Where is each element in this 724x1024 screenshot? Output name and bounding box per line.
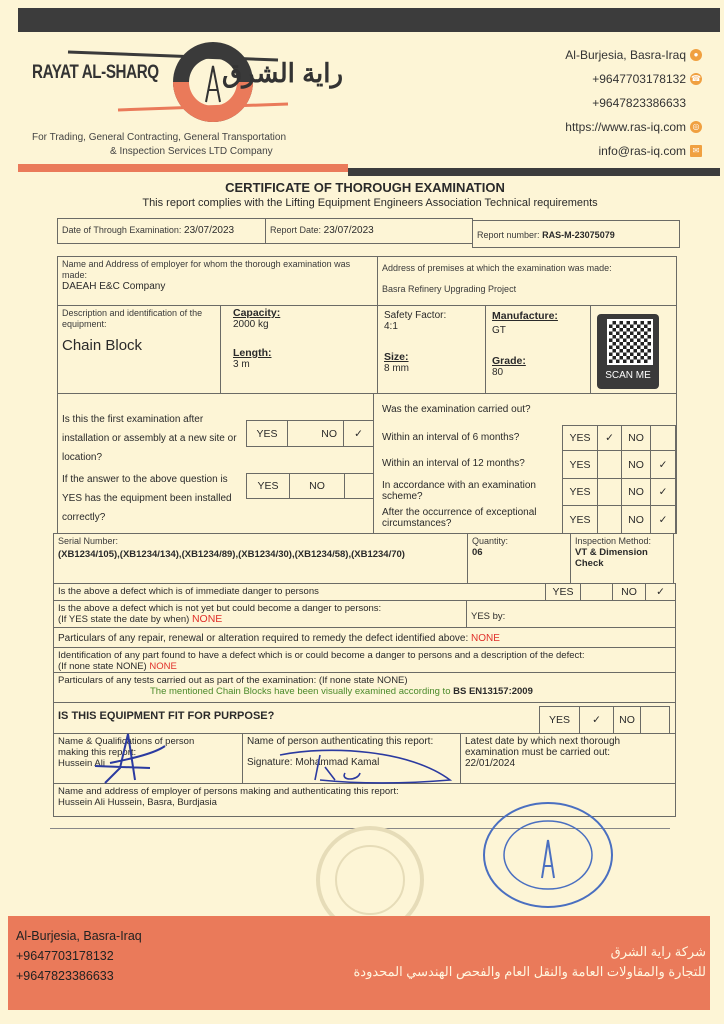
exam-date-value: 23/07/2023 <box>184 225 235 236</box>
exam-date-label: Date of Through Examination: <box>62 225 182 235</box>
carried-out-question: Was the examination carried out? <box>382 404 531 415</box>
future-danger-question: Is the above a defect which is not yet but could become a danger to persons: <box>58 603 382 614</box>
header-address <box>565 48 702 62</box>
installed-question: If the answer to the above question is YES has the equipment been installed correctly? <box>62 474 232 523</box>
qr-code[interactable] <box>597 314 659 389</box>
premises-label: Address of premises at which the examination was made: <box>382 263 612 273</box>
fit-yes-label: YES <box>539 706 580 734</box>
header-website[interactable] <box>565 120 702 134</box>
safety-size-cell <box>377 305 486 394</box>
tagline-1: For Trading, General Contracting, General Transportation <box>32 132 287 143</box>
method-label: Inspection Method: <box>575 536 652 546</box>
future-danger-cell <box>53 600 467 628</box>
company-stamp-blue <box>480 800 616 910</box>
length-label: Length: <box>233 347 272 359</box>
quantity-label: Quantity: <box>472 536 509 546</box>
fit-no-label: NO <box>613 706 641 734</box>
description-value: Chain Block <box>62 337 143 354</box>
immediate-yes-label: YES <box>545 583 581 601</box>
authenticator-value: Signature: Mohammad Kamal <box>247 757 380 768</box>
six-months-question: Within an interval of 6 months? <box>382 432 520 443</box>
employer-persons-value: Hussein Ali Hussein, Basra, Burdjasia <box>58 797 217 808</box>
first-exam-no-label: NO <box>287 420 344 447</box>
address-text: Al-Burjesia, Basra-Iraq <box>565 48 686 62</box>
repair-row <box>53 627 676 648</box>
footer-phone-1: +9647703178132 <box>16 949 114 963</box>
handwritten-signature-hussein <box>80 728 180 788</box>
premises-cell <box>377 256 677 306</box>
employer-value: DAEAH E&C Company <box>62 281 166 292</box>
employer-persons-label: Name and address of employer of persons making and authenticating this report: <box>58 786 399 797</box>
capacity-label: Capacity: <box>233 307 281 319</box>
certificate-subtitle: This report complies with the Lifting Equipment Engineers Association Technical requirements <box>142 197 598 209</box>
future-danger-hint: (If YES state the date by when) <box>58 614 190 625</box>
header-email[interactable] <box>598 144 702 158</box>
description-cell <box>57 305 221 394</box>
manufacture-grade-cell <box>485 305 591 394</box>
handwritten-signature-kamal <box>270 745 460 790</box>
scheme-no-label: NO <box>621 478 651 506</box>
twelve-months-question: Within an interval of 12 months? <box>382 458 525 469</box>
certificate-title: CERTIFICATE OF THOROUGH EXAMINATION <box>225 180 505 195</box>
description-label: Description and identification of the equipment: <box>62 308 203 329</box>
size-label: Size: <box>384 351 409 363</box>
report-number-value: RAS-M-23075079 <box>542 230 615 240</box>
grade-value: 80 <box>492 367 504 378</box>
identification-row <box>53 647 676 673</box>
qr-cell <box>590 305 677 394</box>
manufacture-value: GT <box>492 325 506 336</box>
future-danger-value: NONE <box>191 613 223 625</box>
report-number-cell <box>472 220 680 248</box>
safety-label: Safety Factor: <box>384 310 447 321</box>
scheme-question: In accordance with an examination scheme? <box>382 480 536 502</box>
next-exam-value: 22/01/2024 <box>465 758 516 769</box>
header-phone-2 <box>592 96 686 110</box>
size-value: 8 mm <box>384 363 409 374</box>
twelve-months-no-checkbox[interactable]: ✓ <box>650 450 676 479</box>
quantity-cell <box>467 533 571 584</box>
twelve-months-no-label: NO <box>621 450 651 479</box>
logo-text-ar: راية الشرق <box>222 58 344 88</box>
logo-text-en: RAYAT AL-SHARQ <box>32 62 159 83</box>
yes-by-label: YES by: <box>471 611 506 622</box>
scan-me-label: SCAN ME <box>605 370 651 381</box>
globe-icon: ◎ <box>690 121 702 133</box>
six-months-no-label: NO <box>621 425 651 451</box>
tests-standard: BS EN13157:2009 <box>453 686 533 697</box>
manufacture-label: Manufacture: <box>492 310 558 322</box>
grade-label: Grade: <box>492 355 526 367</box>
maker-label: Name & Qualifications of person making this report: <box>58 736 195 758</box>
identification-hint: (If none state NONE) <box>58 661 147 672</box>
top-dark-bar <box>18 8 720 32</box>
footer-address: Al-Burjesia, Basra-Iraq <box>16 929 142 943</box>
authenticator-label: Name of person authenticating this report: <box>247 736 434 747</box>
email-link[interactable]: info@ras-iq.com <box>598 144 686 158</box>
first-exam-question: Is this the first examination after installation or assembly at a new site or location? <box>62 414 237 463</box>
report-date-cell <box>265 218 473 244</box>
six-months-no-checkbox[interactable] <box>650 425 676 451</box>
length-value: 3 m <box>233 359 250 370</box>
phone-2-text: +9647823386633 <box>592 96 686 110</box>
phone-icon: ☎ <box>691 74 701 83</box>
safety-value: 4:1 <box>384 321 398 332</box>
exceptional-yes-label: YES <box>562 505 598 534</box>
immediate-no-label: NO <box>612 583 646 601</box>
website-link[interactable]: https://www.ras-iq.com <box>565 120 686 134</box>
repair-label: Particulars of any repair, renewal or alteration required to remedy the defect identified above: <box>58 633 469 644</box>
maker-value: Hussein Ali <box>58 758 105 769</box>
fit-no-checkbox[interactable] <box>640 706 670 734</box>
first-exam-no-checkbox[interactable]: ✓ <box>343 420 374 447</box>
capacity-value: 2000 kg <box>233 319 269 330</box>
identification-value: NONE <box>149 661 177 672</box>
employer-label: Name and Address of employer for whom the thorough examination was made: <box>62 259 351 280</box>
tests-label: Particulars of any tests carried out as part of the examination: (If none state NONE) <box>58 675 408 686</box>
method-cell <box>570 533 674 584</box>
exceptional-no-label: NO <box>621 505 651 534</box>
employer-cell <box>57 256 378 306</box>
immediate-no-checkbox[interactable]: ✓ <box>645 583 676 601</box>
fit-question: IS THIS EQUIPMENT FIT FOR PURPOSE? <box>58 710 275 722</box>
exceptional-yes-checkbox[interactable] <box>597 505 622 534</box>
exceptional-question: After the occurrence of exceptional circumstances? <box>382 507 537 529</box>
envelope-icon: ✉ <box>690 145 702 157</box>
next-exam-label: Latest date by which next thorough examination must be carried out: <box>465 736 621 758</box>
qr-pattern-icon <box>607 319 653 365</box>
tests-row <box>53 672 676 703</box>
first-exam-yes-label: YES <box>246 420 288 447</box>
divider-dark <box>348 168 720 176</box>
report-number-label: Report number: <box>477 230 540 240</box>
quantity-value: 06 <box>472 547 483 558</box>
phone-1-text: +9647703178132 <box>592 72 686 86</box>
installed-yes-label: YES <box>246 473 290 499</box>
exceptional-no-checkbox[interactable]: ✓ <box>650 505 676 534</box>
twelve-months-yes-label: YES <box>562 450 598 479</box>
serial-value: (XB1234/105),(XB1234/134),(XB1234/89),(XB1234/30),(XB1234/58),(XB1234/70) <box>58 549 405 560</box>
serial-cell <box>53 533 468 584</box>
repair-value: NONE <box>471 633 500 644</box>
immediate-danger-question: Is the above a defect which is of immediate danger to persons <box>58 586 319 597</box>
header-phone-1 <box>592 72 702 86</box>
six-months-yes-checkbox[interactable]: ✓ <box>597 425 622 451</box>
capacity-length-cell <box>220 305 378 394</box>
twelve-months-yes-checkbox[interactable] <box>597 450 622 479</box>
scheme-no-checkbox[interactable]: ✓ <box>650 478 676 506</box>
six-months-yes-label: YES <box>562 425 598 451</box>
next-exam-cell <box>460 733 676 784</box>
installed-no-label: NO <box>289 473 345 499</box>
immediate-yes-checkbox[interactable] <box>580 583 613 601</box>
installed-no-checkbox[interactable] <box>344 473 374 499</box>
footer-tagline-ar: للتجارة والمقاولات العامة والنقل العام والفحص الهندسي المحدودة <box>353 964 706 979</box>
footer-company-ar: شركة راية الشرق <box>610 944 706 959</box>
scheme-yes-checkbox[interactable] <box>597 478 622 506</box>
divider-orange <box>18 164 348 172</box>
exam-date-cell <box>57 218 266 244</box>
serial-label: Serial Number: <box>58 536 119 546</box>
fit-yes-checkbox[interactable]: ✓ <box>579 706 614 734</box>
tagline-2: & Inspection Services LTD Company <box>110 146 273 157</box>
identification-label: Identification of any part found to have a defect which is or could become a danger to persons and a description of the defect: <box>58 650 585 661</box>
premises-value: Basra Refinery Upgrading Project <box>382 284 517 294</box>
tests-value: The mentioned Chain Blocks have been visually examined according to <box>150 686 451 697</box>
report-date-label: Report Date: <box>270 225 322 235</box>
method-value: VT & Dimension Check <box>575 547 648 569</box>
location-pin-icon: ● <box>690 49 702 61</box>
scheme-yes-label: YES <box>562 478 598 506</box>
yes-by-cell <box>466 600 676 628</box>
report-date-value: 23/07/2023 <box>323 225 374 236</box>
footer-phone-2: +9647823386633 <box>16 969 114 983</box>
